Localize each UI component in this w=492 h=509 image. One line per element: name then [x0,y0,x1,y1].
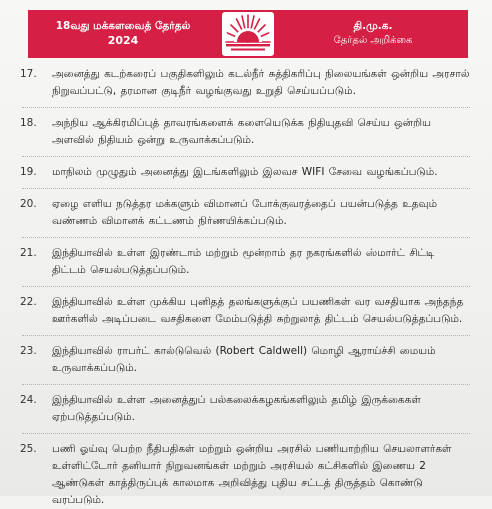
divider [22,237,470,238]
item-text: அனைத்து கடற்கரைப் பகுதிகளிலும் கடல்நீர் சுத்திகரிப்பு நிலையங்கள் ஒன்றிய அரசால் நிறுவப்பட்டு, தரமான குடிநீர் வழங்குவது உறுதி செய்யப்படும். [52,68,470,97]
item-number: 19. [20,166,37,178]
divider [22,156,470,157]
item-number: 25. [20,443,37,455]
list-item [16,115,484,149]
item-number: 24. [20,394,37,406]
manifesto-label: தேர்தல் அறிக்கை [333,35,413,46]
divider [22,433,470,434]
item-text: பணி ஓய்வு பெற்ற நீதிபதிகள் மற்றும் ஒன்றிய அரசில் பணியாற்றிய செயலாளர்கள் உள்ளிட்டோர் தனியார் நிறுவனங்கள் மற்றும் அரசியல் கட்சிகளில் இணைய 2 ஆண்டுகள் காத்திருப்புக் காலமாக அறிவித்து புதிய சட்டத் திருத்தம் கொண்டு வரப்படும். [52,443,452,506]
item-number: 20. [20,198,37,210]
item-number: 17. [20,68,37,80]
divider [22,384,470,385]
item-number: 23. [20,345,37,357]
election-year: 2024 [107,34,139,47]
item-text: மாநிலம் முழுதும் அனைத்து இடங்களிலும் இலவச WIFI சேவை வழங்கப்படும். [52,166,438,178]
divider [22,286,470,287]
item-text: அந்நிய ஆக்கிரமிப்புத் தாவரங்களைக் களையெடுக்க நிதியுதவி செய்ய ஒன்றிய அளவில் நிதியம் ஒன்று உருவாக்கப்படும். [52,117,431,146]
divider [22,188,470,189]
divider [22,107,470,108]
party-name: தி.மு.க. [353,20,393,32]
header-banner [28,10,468,58]
item-number: 21. [20,247,37,259]
header-right [278,10,468,58]
list-item [16,294,484,328]
list-item [16,164,484,181]
list-item [16,66,484,100]
item-text: இந்தியாவில் ராபர்ட் கால்டுவெல் (Robert Caldwell) மொழி ஆராய்ச்சி மையம் உருவாக்கப்படும். [52,345,436,374]
item-text: ஏழை எளிய நடுத்தர மக்களும் விமானப் போக்குவரத்தைப் பயன்படுத்த உதவும் வண்ணம் விமானக் கட்டணம் நிர்ணயிக்கப்படும். [52,198,438,227]
item-text: இந்தியாவில் உள்ள இரண்டாம் மற்றும் மூன்றாம் தர நகரங்களில் ஸ்மார்ட் சிட்டி திட்டம் செயல்படுத்தப்படும். [52,247,435,276]
list-item [16,343,484,377]
item-text: இந்தியாவில் உள்ள அனைத்துப் பல்கலைக்கழகங்களிலும் தமிழ் இருக்கைகள் ஏற்படுத்தப்படும். [52,394,421,423]
divider [22,335,470,336]
item-number: 22. [20,296,37,308]
item-number: 18. [20,117,37,129]
election-title: 18வது மக்களவைத் தேர்தல் [55,20,191,32]
header-left [28,10,218,58]
manifesto-list [16,66,484,509]
list-item [16,441,484,509]
list-item [16,196,484,230]
rising-sun-icon [222,12,274,56]
list-item [16,392,484,426]
item-text: இந்தியாவில் உள்ள முக்கிய புனிதத் தலங்களுக்குப் பயணிகள் வர வசதியாக அந்தந்த ஊர்களில் அடிப்படை வசதிகளை மேம்படுத்தி சுற்றுலாத் திட்டம் செயல்படுத்தப்படும். [52,296,464,325]
list-item [16,245,484,279]
